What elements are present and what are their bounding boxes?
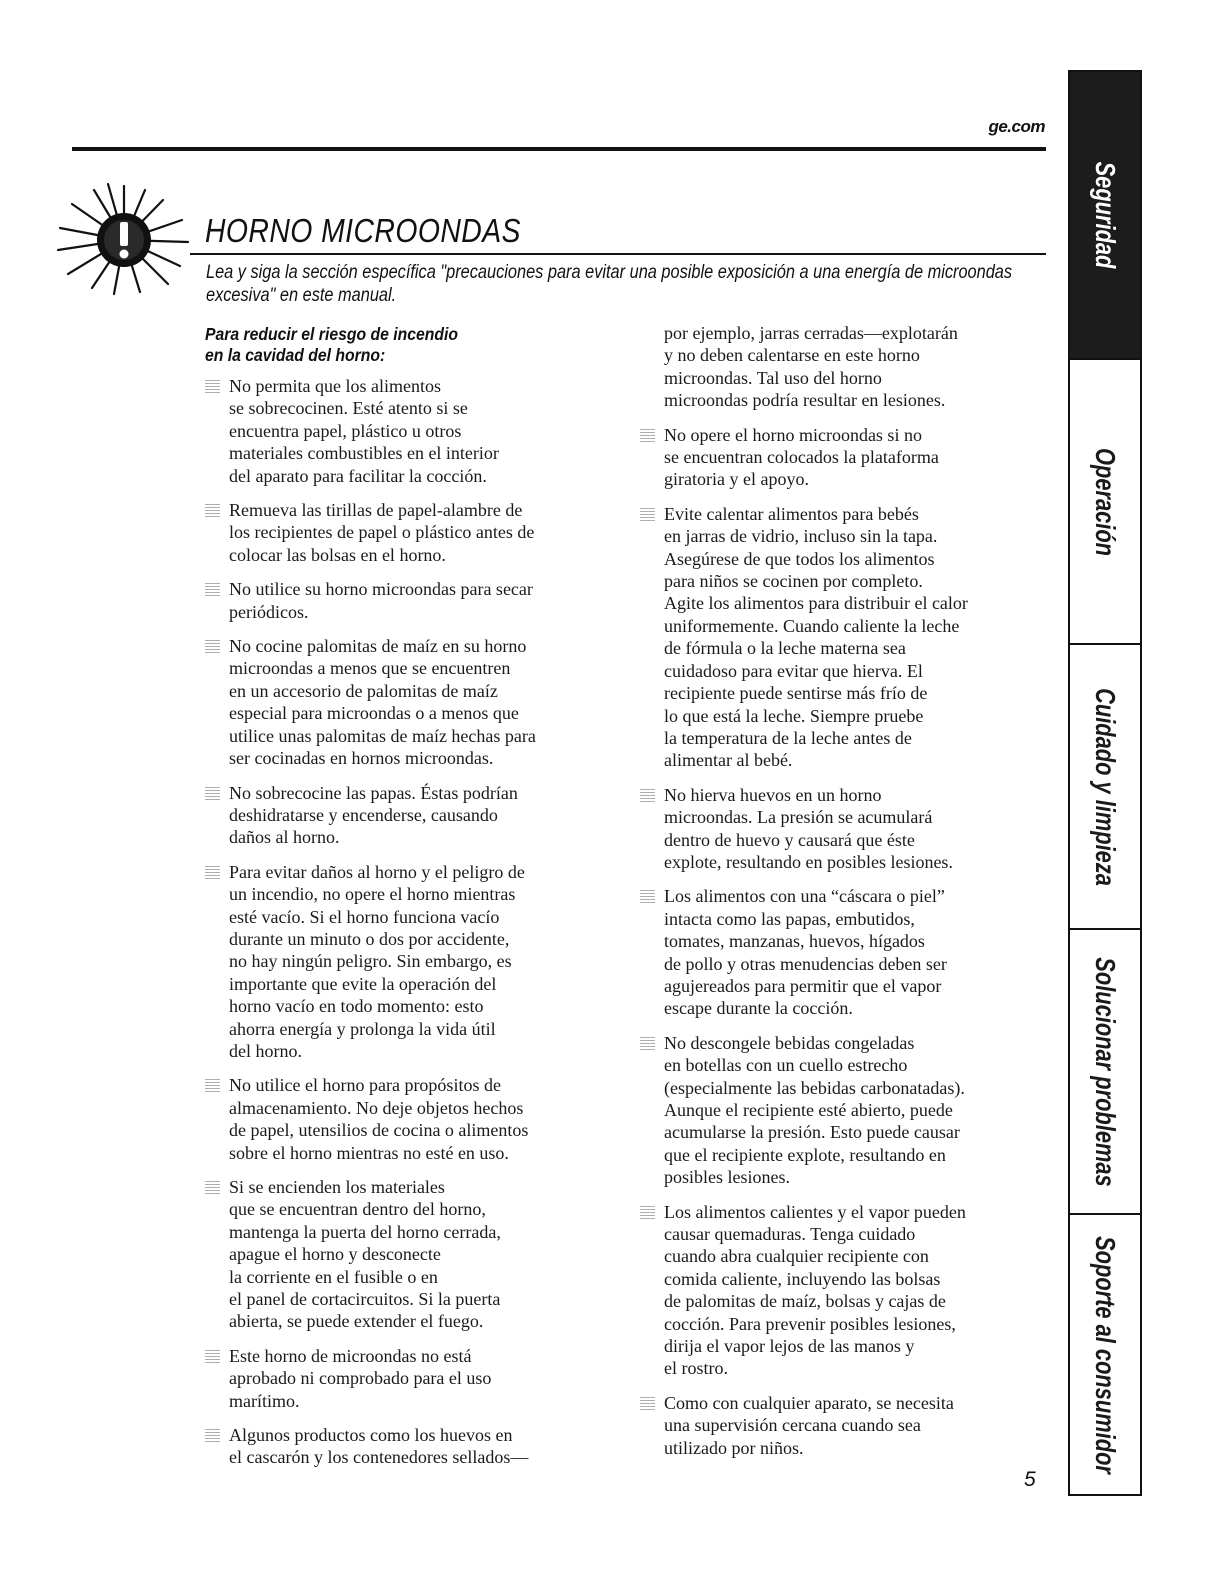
tab-operacion[interactable] — [1070, 360, 1140, 645]
bullet-icon — [205, 504, 220, 517]
page-number: 5 — [1024, 1468, 1036, 1491]
title-rule — [190, 253, 1046, 255]
list-item — [640, 885, 1055, 1019]
bullet-icon — [640, 1397, 655, 1410]
left-column — [205, 375, 625, 1481]
list-item-text: Evite calentar alimentos para bebés en jarras de vidrio, incluso sin la tapa. Asegúrese de que todos los alimentos para niños se cocinen por completo. Agite los alimentos para distribuir el calor uniformemente. Cuando caliente la leche de fórmula o la leche materna sea cuidadoso para evitar que hierva. El recipiente puede sentirse más frío de lo que está la leche. Siempre pruebe la temperatura de la leche antes de alimentar al bebé. — [664, 503, 968, 771]
list-item-text: Como con cualquier aparato, se necesita una supervisión cercana cuando sea utilizado por niños. — [664, 1392, 954, 1458]
tab-label: Solucionar problemas — [1090, 956, 1121, 1187]
list-item-text: No hierva huevos en un horno microondas. La presión se acumulará dentro de huevo y causará que éste explote, resultando en posibles lesiones. — [664, 784, 953, 872]
list-item-text: No cocine palomitas de maíz en su horno microondas a menos que se encuentren en un accesorio de palomitas de maíz especial para microondas o a menos que utilice unas palomitas de maíz hechas para ser cocinadas en hornos microondas. — [229, 636, 536, 769]
bullet-icon — [205, 583, 220, 596]
right-column — [640, 322, 1055, 1471]
list-item — [205, 861, 625, 1063]
list-item — [205, 1074, 625, 1164]
list-item — [640, 1201, 1055, 1380]
list-item — [640, 503, 1055, 772]
left-subheading: Para reducir el riesgo de incendio en la cavidad del horno: — [205, 324, 458, 365]
site-url: ge.com — [988, 117, 1045, 136]
list-item — [640, 784, 1055, 874]
list-item-text: No permita que los alimentos se sobrecocinen. Esté atento si se encuentra papel, plástico u otros materiales combustibles en el interior del aparato para facilitar la cocción. — [229, 376, 499, 486]
list-item-text: No descongele bebidas congeladas en botellas con un cuello estrecho (especialmente las bebidas carbonatadas). Aunque el recipiente esté abierto, puede acumularse la presión. Esto puede causar que el recipiente explote, resultando en posibles lesiones. — [664, 1032, 965, 1188]
bullet-icon — [640, 429, 655, 442]
list-item-text: Los alimentos calientes y el vapor pueden causar quemaduras. Tenga cuidado cuando abra cualquier recipiente con comida caliente, incluyendo las bolsas de palomitas de maíz, bolsas y cajas de cocción. Para prevenir posibles lesiones, dirija el vapor lejos de las manos y el rostro. — [664, 1201, 966, 1379]
list-item — [205, 1424, 625, 1469]
list-item-text: Para evitar daños al horno y el peligro de un incendio, no opere el horno mientras esté vacío. Si el horno funciona vacío durante un minuto o dos por accidente, no hay ningún peligro. Sin embargo, es importante que evite la operación del horno vacío en todo momento: esto ahorra energía y prolonga la vida útil del horno. — [229, 861, 525, 1061]
bullet-icon — [640, 890, 655, 903]
bullet-icon — [205, 866, 220, 879]
bullet-icon — [205, 1079, 220, 1092]
tab-solucionar-problemas[interactable] — [1070, 930, 1140, 1215]
list-item — [205, 635, 625, 769]
list-item — [205, 499, 625, 566]
tab-label: Cuidado y limpieza — [1090, 687, 1121, 886]
header-rule — [72, 147, 1046, 151]
list-item-text: No opere el horno microondas si no se encuentran colocados la plataforma giratoria y el apoyo. — [664, 424, 939, 490]
bullet-icon — [205, 640, 220, 653]
bullet-icon — [205, 1350, 220, 1363]
list-item — [205, 578, 625, 623]
bullet-icon — [205, 1429, 220, 1442]
list-item-text: No utilice el horno para propósitos de almacenamiento. No deje objetos hechos de papel, utensilios de cocina o alimentos sobre el horno mientras no esté en uso. — [229, 1075, 529, 1163]
bullet-icon — [640, 789, 655, 802]
continued-text: por ejemplo, jarras cerradas—explotarán y no deben calentarse en este horno microondas. Tal uso del horno microondas podría resultar en lesiones. — [664, 323, 958, 411]
side-tab-strip — [1068, 70, 1142, 1496]
tab-label: Operación — [1090, 447, 1121, 556]
list-item — [205, 1176, 625, 1333]
warning-burst-icon — [50, 180, 200, 300]
list-item-text: Los alimentos con una “cáscara o piel” intacta como las papas, embutidos, tomates, manzanas, huevos, hígados de pollo y otras menudencias deben ser agujereados para permitir que el vapor escape durante la cocción. — [664, 886, 947, 1019]
bullet-icon — [205, 380, 220, 393]
bullet-icon — [640, 1037, 655, 1050]
list-item — [640, 424, 1055, 491]
tab-label: Soporte al consumidor — [1090, 1235, 1121, 1474]
list-item — [205, 1345, 625, 1412]
list-item — [205, 782, 625, 849]
list-item-text: No sobrecocine las papas. Éstas podrían deshidratarse y encenderse, causando daños al horno. — [229, 782, 518, 848]
section-title: HORNO MICROONDAS — [205, 212, 521, 249]
bullet-icon — [205, 1181, 220, 1194]
list-item-text: Este horno de microondas no está aprobado ni comprobado para el uso marítimo. — [229, 1345, 492, 1411]
list-item-text: No utilice su horno microondas para secar periódicos. — [229, 579, 533, 622]
bullet-icon — [205, 787, 220, 800]
list-item-text: Remueva las tirillas de papel-alambre de los recipientes de papel o plástico antes de colocar las bolsas en el horno. — [229, 500, 535, 565]
bullet-icon — [640, 508, 655, 521]
list-item — [640, 1032, 1055, 1189]
tab-seguridad[interactable] — [1070, 72, 1140, 360]
list-item-text: Si se encienden los materiales que se encuentran dentro del horno, mantenga la puerta del horno cerrada, apague el horno y desconecte la corriente en el fusible o en el panel de cortacircuitos. Si la puerta abierta, se puede extender el fuego. — [229, 1177, 501, 1332]
section-intro: Lea y siga la sección específica "precauciones para evitar una posible exposición a una energía de microondas excesiva" en este manual. — [206, 262, 1013, 306]
tab-label: Seguridad — [1090, 161, 1121, 269]
list-item — [640, 1392, 1055, 1459]
list-item — [205, 375, 625, 487]
tab-soporte-al-consumidor[interactable] — [1070, 1215, 1140, 1494]
list-item-text: Algunos productos como los huevos en el cascarón y los contenedores sellados— — [229, 1425, 529, 1468]
tab-cuidado-y-limpieza[interactable] — [1070, 645, 1140, 930]
bullet-icon — [640, 1206, 655, 1219]
